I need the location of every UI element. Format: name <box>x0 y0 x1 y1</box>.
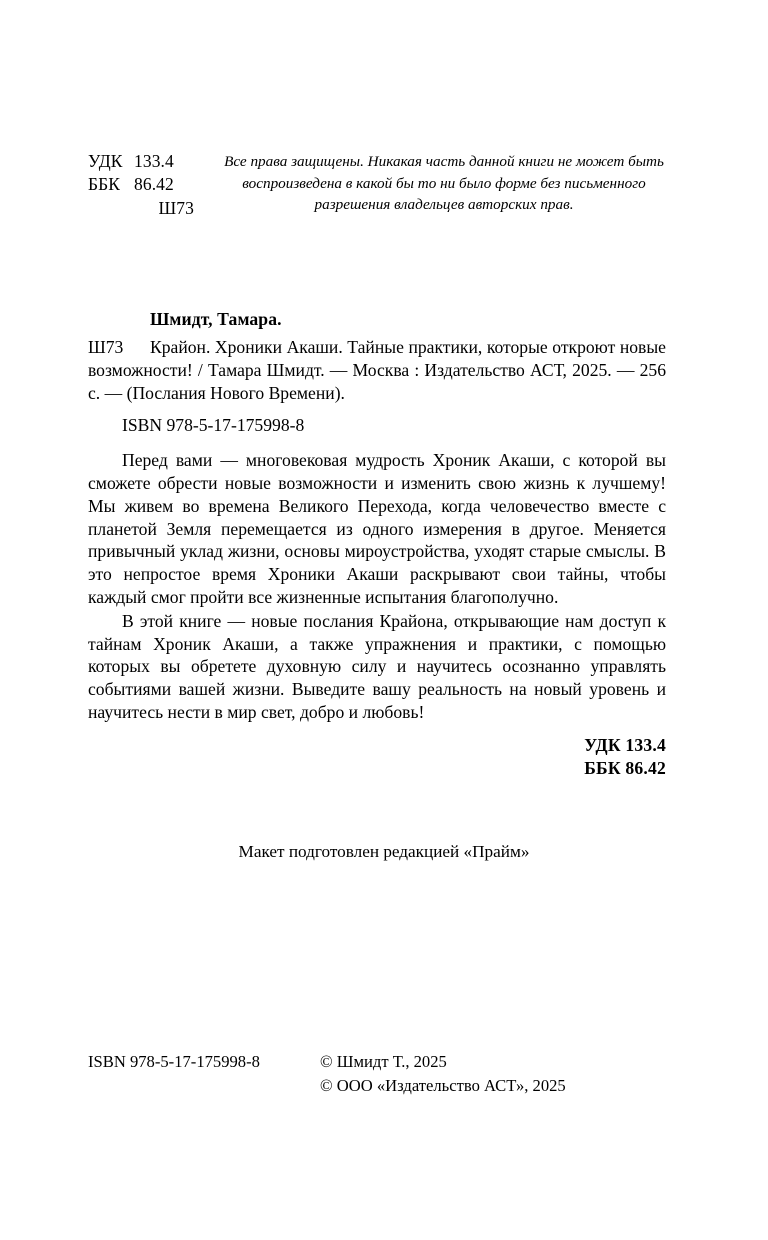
footer <box>88 1050 666 1098</box>
footer-row <box>88 1050 666 1074</box>
bibliographic-description <box>88 336 666 405</box>
annotation-paragraph-1: Перед вами — многовековая мудрость Хроник Акаши, с которой вы сможете обрести новые возможности и изменить свою жизнь к лучшему! Мы живем во времена Великого Перехода, когда человечество вместе с планетой Земля перемещается из одного измерения в другое. Меняется привычный уклад жизни, основы мироустройства, уходят старые смыслы. В это непростое время Хроники Акаши раскрывают свои тайны, чтобы каждый смог пройти все жизненные испытания благополучно. <box>88 450 666 607</box>
isbn-line: ISBN 978-5-17-175998-8 <box>122 415 305 436</box>
udk-label: УДК <box>88 151 123 171</box>
author-heading: Шмидт, Тамара. <box>150 309 282 329</box>
layout-credit: Макет подготовлен редакцией «Прайм» <box>238 842 530 861</box>
bib-sigla: Ш73 <box>88 336 124 357</box>
annotation <box>88 449 666 723</box>
sigla-value: Ш73 <box>158 197 194 218</box>
bbk-repeat: ББК 86.42 <box>584 757 666 778</box>
bbk-value: 86.42 <box>134 174 174 195</box>
bbk-label: ББК <box>88 174 121 195</box>
annotation-paragraph-2: В этой книге — новые послания Крайона, открывающие нам доступ к тайнам Хроник Акаши, а также упражнения и практики, с помощью которых вы обретете духовную силу и научитесь осознанно управлять событиями вашей жизни. Выведите вашу реальность на новый уровень и научитесь нести в мир свет, добро и любовь! <box>88 610 666 722</box>
bibliographic-record <box>88 308 666 779</box>
rights-notice: Все права защищены. Никакая часть данной книги не может быть воспроизведена в какой бы то ни было форме без письменного разрешения владельцев авторских прав. <box>224 153 664 214</box>
udk-repeat: УДК 133.4 <box>584 734 666 755</box>
footer-isbn: ISBN 978-5-17-175998-8 <box>88 1052 260 1071</box>
sigla-row <box>88 197 206 220</box>
footer-row <box>88 1074 666 1098</box>
codes-repeat <box>88 734 666 780</box>
classification-codes <box>88 150 206 220</box>
bbk-row <box>88 173 206 196</box>
top-block <box>88 150 668 220</box>
udk-row <box>88 150 206 173</box>
udk-value: 133.4 <box>134 151 174 171</box>
copyright-publisher: © ООО «Издательство АСТ», 2025 <box>320 1076 566 1096</box>
bib-description-text: Крайон. Хроники Акаши. Тайные практики, которые откроют новые возможности! / Тамара Шмидт. — Москва : Издательство АСТ, 2025. — 256 с. — (Послания Нового Времени). <box>88 336 666 403</box>
copyright-author: © Шмидт Т., 2025 <box>320 1052 447 1071</box>
